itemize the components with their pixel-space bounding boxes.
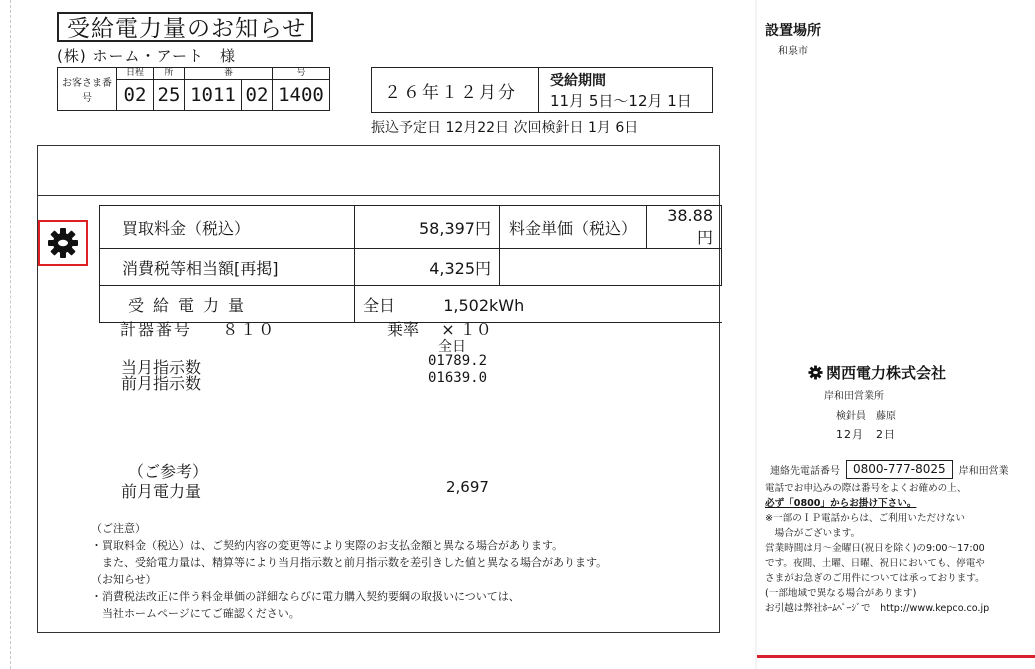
note-line: また、受給電力量は、精算等により当月指示数と前月指示数を差引きした値と異なる場合があります。 — [91, 556, 608, 569]
contact-note-line: 必ず「0800」からお掛け下さい。 — [765, 498, 917, 509]
meter-number-value: ８１０ — [222, 320, 277, 339]
reading-date: 12月 2日 — [836, 428, 896, 441]
meter-number-label: 計器番号 — [120, 320, 193, 339]
contact-note-line: お引越は弊社ﾎｰﾑﾍﾟｰｼﾞで http://www.kepco.co.jp — [765, 603, 990, 614]
contact-note-line: です。夜間、土曜、日曜、祝日においても、停電や — [765, 558, 985, 569]
transfer-date: 12月22日 — [445, 120, 510, 136]
company-name — [808, 362, 946, 383]
contact-row — [770, 460, 1009, 479]
transfer-schedule — [371, 117, 638, 137]
previous-reading-value: 01639.0 — [428, 370, 488, 386]
account-number-part: 1400 — [273, 80, 330, 111]
contact-note-line: さまがお急ぎのご用件については承っております。 — [765, 573, 985, 584]
unit-price-label: 料金単価（税込） — [500, 206, 647, 249]
account-header-ban: 番 — [185, 68, 273, 80]
tax-label: 消費税等相当額[再掲] — [100, 249, 355, 286]
contact-label: 連絡先電話番号 — [770, 466, 840, 477]
supply-amount: 1,502kWh — [443, 295, 525, 315]
contact-note-line: (一部地域で異なる場合があります) — [765, 588, 917, 599]
perforation — [10, 0, 11, 669]
account-number-table — [57, 67, 330, 111]
account-caption: お客さま番 号 — [58, 68, 117, 111]
account-number-part: 02 — [117, 80, 154, 111]
contact-note-line: ※一部のＩＰ電話からは、ご利用いただけない — [765, 513, 965, 524]
billing-period-box — [371, 67, 713, 113]
account-number-part: 1011 — [185, 80, 242, 111]
supply-label: 受給電力量 — [100, 286, 355, 323]
customer-name: (株) ホーム・アート 様 — [57, 47, 237, 65]
account-number-part: 02 — [242, 80, 273, 111]
installation-place-value: 和泉市 — [778, 46, 808, 57]
fee-table — [99, 205, 722, 323]
office-short: 岸和田営業 — [958, 466, 1009, 477]
multiplier-value: × １０ — [441, 320, 492, 339]
notice-notes — [91, 520, 607, 622]
previous-reading-label: 前月指示数 — [121, 374, 202, 393]
account-header-office: 所 — [154, 68, 185, 80]
transfer-label: 振込予定日 — [371, 120, 441, 136]
phone-number: 0800-777-8025 — [846, 460, 953, 479]
note-line: （お知らせ） — [91, 573, 157, 586]
meter-reader: 検針員 藤原 — [836, 411, 896, 422]
empty-cell — [500, 249, 722, 286]
prev-usage-label: 前月電力量 — [121, 482, 202, 501]
current-reading-value: 01789.2 — [428, 353, 488, 369]
purchase-fee-amount: 58,397円 — [355, 206, 500, 249]
reference-label: （ご参考） — [128, 462, 209, 481]
logo-frame — [38, 220, 88, 266]
contact-note-line: 電話でお申込みの際は番号をよくお確めの上、 — [765, 483, 967, 494]
billing-month: ２６年１２月分 — [384, 83, 517, 103]
divider — [538, 68, 539, 112]
account-number-part: 25 — [154, 80, 185, 111]
red-edge-line — [757, 655, 1035, 658]
supply-period: 全日 — [363, 295, 396, 315]
next-reading-label: 次回検針日 — [513, 120, 584, 136]
note-line: ・買取料金（税込）は、ご契約内容の変更等により実際のお支払金額と異なる場合があります。 — [91, 539, 564, 552]
period-label: 受給期間 — [550, 73, 606, 89]
note-line: （ご注意） — [91, 522, 146, 535]
contact-note-line: 場合がございます。 — [765, 528, 861, 539]
note-line: ・消費税法改正に伴う料金単価の詳細ならびに電力購入契約要綱の取扱いについては、 — [91, 590, 520, 603]
installation-place-label: 設置場所 — [765, 23, 821, 39]
prev-usage-value: 2,697 — [446, 478, 489, 496]
tax-amount: 4,325円 — [355, 249, 500, 286]
meter-number — [120, 317, 276, 340]
purchase-fee-label: 買取料金（税込） — [100, 206, 355, 249]
next-reading-date: 1月 6日 — [588, 120, 639, 136]
contact-note-line: 営業時間は月～金曜日(祝日を除く)の9:00～17:00 — [765, 543, 985, 554]
multiplier-label: 乗率 — [387, 320, 420, 339]
period-value: 11月 5日～12月 1日 — [550, 92, 692, 110]
kepco-logo-icon — [47, 227, 79, 259]
account-header-date: 日程 — [117, 68, 154, 80]
office-name: 岸和田営業所 — [824, 391, 884, 402]
current-reading-label: 当月指示数 — [121, 358, 202, 377]
contact-notes — [765, 481, 989, 616]
kepco-logo-icon — [808, 365, 823, 380]
note-line: 当社ホームページにてご確認ください。 — [91, 607, 300, 620]
unit-price-value: 38.88円 — [647, 206, 722, 249]
account-header-go: 号 — [273, 68, 330, 80]
allday-label: 全日 — [438, 339, 466, 355]
notice-title: 受給電力量のお知らせ — [57, 12, 313, 42]
divider — [37, 195, 720, 196]
company-label: 関西電力株式会社 — [826, 364, 947, 382]
